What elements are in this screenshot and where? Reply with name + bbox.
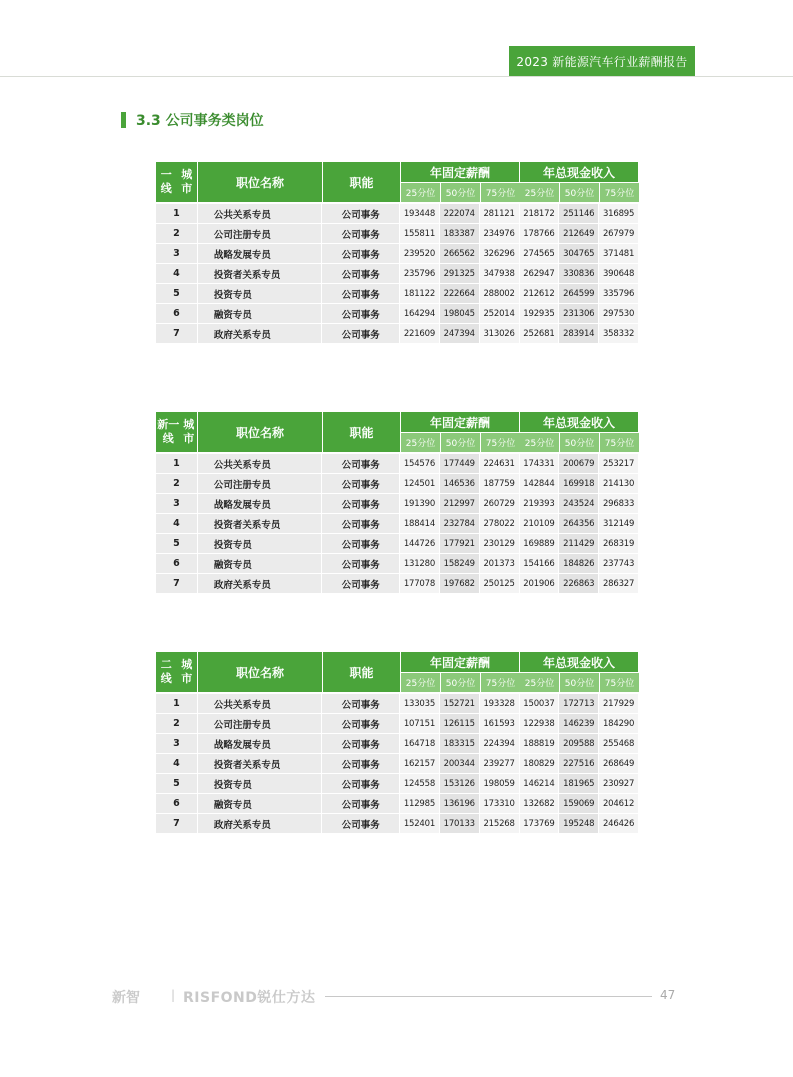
row-index: 5 — [156, 534, 197, 553]
function-name: 公司事务 — [322, 224, 399, 243]
salary-cell-f25: 112985 — [400, 794, 439, 813]
salary-cell-t50: 146239 — [559, 714, 598, 733]
salary-table — [156, 652, 638, 834]
salary-cell-t50: 264356 — [559, 514, 598, 533]
salary-cell-f50: 232784 — [440, 514, 479, 533]
salary-cell-f75: 234976 — [480, 224, 519, 243]
position-name: 政府关系专员 — [198, 574, 322, 593]
report-title: 2023 新能源汽车行业薪酬报告 — [516, 54, 688, 69]
row-index: 3 — [156, 244, 197, 263]
salary-cell-f50: 222074 — [440, 204, 479, 223]
row-index: 3 — [156, 734, 197, 753]
table-row — [156, 694, 638, 713]
row-index: 7 — [156, 814, 197, 833]
salary-cell-f75: 193328 — [480, 694, 519, 713]
table-row — [156, 774, 638, 793]
row-index: 6 — [156, 794, 197, 813]
salary-cell-f75: 260729 — [480, 494, 519, 513]
salary-cell-f25: 152401 — [400, 814, 439, 833]
salary-cell-f25: 239520 — [400, 244, 439, 263]
table-header — [156, 162, 638, 202]
footer-rule — [325, 996, 652, 997]
salary-cell-f25: 235796 — [400, 264, 439, 283]
header-percentile-p50: 50分位 — [560, 673, 599, 692]
row-index: 1 — [156, 204, 197, 223]
salary-cell-f25: 191390 — [400, 494, 439, 513]
header-percentile-p50: 50分位 — [560, 433, 599, 452]
salary-cell-t25: 252681 — [520, 324, 559, 343]
header-percentile-p50: 50分位 — [441, 673, 480, 692]
salary-cell-f50: 146536 — [440, 474, 479, 493]
position-name: 政府关系专员 — [198, 324, 322, 343]
position-name: 公司注册专员 — [198, 224, 322, 243]
salary-cell-f75: 187759 — [480, 474, 519, 493]
salary-cell-t50: 184826 — [559, 554, 598, 573]
salary-cell-t75: 267979 — [599, 224, 638, 243]
position-name: 投资专员 — [198, 284, 322, 303]
salary-cell-t50: 211429 — [559, 534, 598, 553]
salary-cell-t50: 181965 — [559, 774, 598, 793]
city-tier-line2: 城市 — [183, 418, 195, 445]
position-name: 战略发展专员 — [198, 494, 322, 513]
function-name: 公司事务 — [322, 204, 399, 223]
salary-cell-t50: 226863 — [559, 574, 598, 593]
salary-cell-f25: 164294 — [400, 304, 439, 323]
salary-cell-t75: 253217 — [599, 454, 638, 473]
position-name: 战略发展专员 — [198, 734, 322, 753]
salary-cell-t50: 227516 — [559, 754, 598, 773]
row-index: 3 — [156, 494, 197, 513]
salary-cell-t75: 268319 — [599, 534, 638, 553]
salary-cell-f50: 136196 — [440, 794, 479, 813]
table-body — [156, 454, 638, 593]
header-percentile-p75: 75分位 — [481, 183, 520, 202]
city-tier-line1: 一线 — [160, 168, 172, 195]
row-index: 4 — [156, 514, 197, 533]
row-index: 7 — [156, 324, 197, 343]
header-percentile-p50: 50分位 — [560, 183, 599, 202]
salary-cell-t75: 358332 — [599, 324, 638, 343]
row-index: 5 — [156, 284, 197, 303]
salary-cell-f25: 133035 — [400, 694, 439, 713]
salary-cell-f75: 326296 — [480, 244, 519, 263]
header-fixed-salary: 年固定薪酬 — [401, 412, 519, 432]
position-name: 投资专员 — [198, 534, 322, 553]
salary-cell-t25: 169889 — [520, 534, 559, 553]
function-name: 公司事务 — [322, 814, 399, 833]
salary-cell-f50: 170133 — [440, 814, 479, 833]
salary-cell-t75: 230927 — [599, 774, 638, 793]
salary-cell-f50: 183315 — [440, 734, 479, 753]
salary-cell-t25: 142844 — [520, 474, 559, 493]
salary-cell-f25: 221609 — [400, 324, 439, 343]
salary-cell-f75: 224394 — [480, 734, 519, 753]
function-name: 公司事务 — [322, 264, 399, 283]
salary-cell-f25: 177078 — [400, 574, 439, 593]
salary-cell-t25: 274565 — [520, 244, 559, 263]
section-marker — [121, 112, 126, 128]
report-title-tab — [509, 46, 695, 76]
salary-cell-f75: 239277 — [480, 754, 519, 773]
salary-cell-t75: 286327 — [599, 574, 638, 593]
salary-cell-t75: 217929 — [599, 694, 638, 713]
salary-cell-f75: 281121 — [480, 204, 519, 223]
header-percentile-p25: 25分位 — [401, 673, 440, 692]
salary-table — [156, 412, 638, 594]
city-tier-line1: 新一线 — [157, 418, 180, 445]
table-row — [156, 224, 638, 243]
logo-xinzhi: 新智 — [112, 990, 140, 1006]
salary-cell-t50: 283914 — [559, 324, 598, 343]
salary-cell-f25: 193448 — [400, 204, 439, 223]
salary-cell-f25: 162157 — [400, 754, 439, 773]
position-name: 融资专员 — [198, 794, 322, 813]
position-name: 公共关系专员 — [198, 454, 322, 473]
function-name: 公司事务 — [322, 694, 399, 713]
header-percentile-p25: 25分位 — [520, 673, 559, 692]
header-percentile-p25: 25分位 — [401, 183, 440, 202]
header-city-tier — [156, 162, 197, 202]
table-row — [156, 814, 638, 833]
function-name: 公司事务 — [322, 774, 399, 793]
position-name: 战略发展专员 — [198, 244, 322, 263]
header-city-tier — [156, 652, 197, 692]
table-row — [156, 714, 638, 733]
salary-cell-t75: 297530 — [599, 304, 638, 323]
row-index: 4 — [156, 264, 197, 283]
salary-cell-t75: 335796 — [599, 284, 638, 303]
salary-cell-t75: 296833 — [599, 494, 638, 513]
row-index: 5 — [156, 774, 197, 793]
salary-cell-f25: 124501 — [400, 474, 439, 493]
salary-cell-f50: 183387 — [440, 224, 479, 243]
salary-cell-t50: 200679 — [559, 454, 598, 473]
position-name: 融资专员 — [198, 554, 322, 573]
salary-cell-t75: 255468 — [599, 734, 638, 753]
table-header — [156, 412, 638, 452]
salary-cell-t75: 184290 — [599, 714, 638, 733]
salary-cell-f75: 201373 — [480, 554, 519, 573]
salary-cell-t75: 214130 — [599, 474, 638, 493]
salary-cell-t25: 180829 — [520, 754, 559, 773]
salary-cell-t25: 150037 — [520, 694, 559, 713]
header-function: 职能 — [323, 412, 400, 452]
salary-cell-t25: 174331 — [520, 454, 559, 473]
salary-cell-t25: 178766 — [520, 224, 559, 243]
salary-cell-t50: 169918 — [559, 474, 598, 493]
header-rule — [0, 76, 793, 77]
function-name: 公司事务 — [322, 534, 399, 553]
salary-table — [156, 162, 638, 344]
function-name: 公司事务 — [322, 734, 399, 753]
header-position-name: 职位名称 — [198, 162, 322, 202]
position-name: 政府关系专员 — [198, 814, 322, 833]
salary-cell-t50: 212649 — [559, 224, 598, 243]
position-name: 投资者关系专员 — [198, 264, 322, 283]
header-percentile-p25: 25分位 — [520, 183, 559, 202]
salary-cell-t75: 390648 — [599, 264, 638, 283]
header-percentile-p75: 75分位 — [600, 673, 639, 692]
header-position-name: 职位名称 — [198, 412, 322, 452]
salary-cell-f25: 155811 — [400, 224, 439, 243]
salary-cell-f75: 252014 — [480, 304, 519, 323]
salary-cell-t25: 212612 — [520, 284, 559, 303]
table-row — [156, 734, 638, 753]
header-percentile-p75: 75分位 — [481, 673, 520, 692]
salary-cell-f75: 173310 — [480, 794, 519, 813]
salary-cell-t50: 172713 — [559, 694, 598, 713]
table-row — [156, 244, 638, 263]
salary-cell-t25: 219393 — [520, 494, 559, 513]
function-name: 公司事务 — [322, 494, 399, 513]
salary-cell-f75: 278022 — [480, 514, 519, 533]
salary-cell-t25: 262947 — [520, 264, 559, 283]
header-percentile-p50: 50分位 — [441, 183, 480, 202]
salary-cell-f50: 158249 — [440, 554, 479, 573]
function-name: 公司事务 — [322, 284, 399, 303]
salary-cell-f50: 291325 — [440, 264, 479, 283]
logo-separator: | — [171, 988, 176, 1002]
salary-cell-f25: 131280 — [400, 554, 439, 573]
salary-cell-t50: 251146 — [559, 204, 598, 223]
table-row — [156, 324, 638, 343]
header-total-cash: 年总现金收入 — [520, 162, 638, 182]
city-tier-line1: 二线 — [160, 658, 172, 685]
salary-cell-t25: 188819 — [520, 734, 559, 753]
salary-cell-f25: 107151 — [400, 714, 439, 733]
salary-cell-f50: 153126 — [440, 774, 479, 793]
header-percentile-p75: 75分位 — [481, 433, 520, 452]
salary-cell-t25: 146214 — [520, 774, 559, 793]
salary-cell-f75: 224631 — [480, 454, 519, 473]
salary-cell-f25: 144726 — [400, 534, 439, 553]
header-total-cash: 年总现金收入 — [520, 412, 638, 432]
function-name: 公司事务 — [322, 474, 399, 493]
salary-cell-f50: 247394 — [440, 324, 479, 343]
header-percentile-p50: 50分位 — [441, 433, 480, 452]
position-name: 公司注册专员 — [198, 714, 322, 733]
salary-cell-t50: 231306 — [559, 304, 598, 323]
table-row — [156, 574, 638, 593]
salary-cell-t50: 195248 — [559, 814, 598, 833]
salary-cell-t25: 210109 — [520, 514, 559, 533]
position-name: 融资专员 — [198, 304, 322, 323]
table-row — [156, 454, 638, 473]
salary-cell-t25: 122938 — [520, 714, 559, 733]
table-row — [156, 754, 638, 773]
header-fixed-salary: 年固定薪酬 — [401, 652, 519, 672]
salary-cell-t25: 154166 — [520, 554, 559, 573]
header-position-name: 职位名称 — [198, 652, 322, 692]
salary-cell-t25: 173769 — [520, 814, 559, 833]
salary-cell-f50: 152721 — [440, 694, 479, 713]
salary-cell-f50: 266562 — [440, 244, 479, 263]
row-index: 2 — [156, 474, 197, 493]
function-name: 公司事务 — [322, 324, 399, 343]
row-index: 4 — [156, 754, 197, 773]
salary-cell-f75: 215268 — [480, 814, 519, 833]
salary-cell-t75: 316895 — [599, 204, 638, 223]
row-index: 6 — [156, 304, 197, 323]
salary-cell-t25: 201906 — [520, 574, 559, 593]
table-row — [156, 284, 638, 303]
header-total-cash: 年总现金收入 — [520, 652, 638, 672]
header-percentile-p75: 75分位 — [600, 183, 639, 202]
salary-cell-t75: 268649 — [599, 754, 638, 773]
salary-cell-f75: 313026 — [480, 324, 519, 343]
salary-cell-f75: 347938 — [480, 264, 519, 283]
salary-cell-t75: 204612 — [599, 794, 638, 813]
salary-cell-f50: 212997 — [440, 494, 479, 513]
header-percentile-p25: 25分位 — [520, 433, 559, 452]
function-name: 公司事务 — [322, 574, 399, 593]
salary-cell-t75: 246426 — [599, 814, 638, 833]
header-function: 职能 — [323, 652, 400, 692]
salary-cell-t50: 330836 — [559, 264, 598, 283]
page-number: 47 — [660, 988, 676, 1002]
salary-cell-t25: 192935 — [520, 304, 559, 323]
salary-cell-f50: 126115 — [440, 714, 479, 733]
row-index: 2 — [156, 714, 197, 733]
salary-cell-t50: 209588 — [559, 734, 598, 753]
row-index: 6 — [156, 554, 197, 573]
position-name: 投资者关系专员 — [198, 754, 322, 773]
salary-cell-f50: 177449 — [440, 454, 479, 473]
salary-cell-f75: 230129 — [480, 534, 519, 553]
position-name: 投资者关系专员 — [198, 514, 322, 533]
salary-cell-f25: 188414 — [400, 514, 439, 533]
table-row — [156, 264, 638, 283]
salary-cell-t75: 312149 — [599, 514, 638, 533]
table-header — [156, 652, 638, 692]
salary-cell-f50: 200344 — [440, 754, 479, 773]
function-name: 公司事务 — [322, 304, 399, 323]
header-city-tier — [156, 412, 197, 452]
table-row — [156, 494, 638, 513]
table-row — [156, 554, 638, 573]
table-row — [156, 474, 638, 493]
salary-cell-f25: 181122 — [400, 284, 439, 303]
logo-risfond: RISFOND锐仕方达 — [183, 990, 316, 1006]
function-name: 公司事务 — [322, 554, 399, 573]
salary-cell-f75: 288002 — [480, 284, 519, 303]
salary-cell-t25: 218172 — [520, 204, 559, 223]
row-index: 1 — [156, 454, 197, 473]
salary-cell-t50: 243524 — [559, 494, 598, 513]
salary-cell-f50: 177921 — [440, 534, 479, 553]
salary-cell-f50: 222664 — [440, 284, 479, 303]
header-percentile-p75: 75分位 — [600, 433, 639, 452]
salary-cell-t75: 371481 — [599, 244, 638, 263]
function-name: 公司事务 — [322, 514, 399, 533]
salary-cell-f50: 198045 — [440, 304, 479, 323]
position-name: 公共关系专员 — [198, 694, 322, 713]
city-tier-line2: 城市 — [181, 658, 193, 685]
salary-cell-t50: 264599 — [559, 284, 598, 303]
header-percentile-p25: 25分位 — [401, 433, 440, 452]
header-fixed-salary: 年固定薪酬 — [401, 162, 519, 182]
salary-cell-f75: 198059 — [480, 774, 519, 793]
function-name: 公司事务 — [322, 714, 399, 733]
salary-cell-t50: 159069 — [559, 794, 598, 813]
row-index: 7 — [156, 574, 197, 593]
salary-cell-t50: 304765 — [559, 244, 598, 263]
table-row — [156, 794, 638, 813]
position-name: 公共关系专员 — [198, 204, 322, 223]
table-row — [156, 304, 638, 323]
salary-cell-t75: 237743 — [599, 554, 638, 573]
salary-cell-f75: 250125 — [480, 574, 519, 593]
table-body — [156, 694, 638, 833]
row-index: 1 — [156, 694, 197, 713]
salary-cell-f50: 197682 — [440, 574, 479, 593]
salary-cell-f25: 154576 — [400, 454, 439, 473]
salary-cell-f75: 161593 — [480, 714, 519, 733]
section-title: 3.3 公司事务类岗位 — [136, 113, 264, 129]
table-row — [156, 534, 638, 553]
function-name: 公司事务 — [322, 794, 399, 813]
salary-cell-f25: 164718 — [400, 734, 439, 753]
table-body — [156, 204, 638, 343]
table-row — [156, 204, 638, 223]
row-index: 2 — [156, 224, 197, 243]
salary-cell-f25: 124558 — [400, 774, 439, 793]
position-name: 投资专员 — [198, 774, 322, 793]
table-row — [156, 514, 638, 533]
header-function: 职能 — [323, 162, 400, 202]
function-name: 公司事务 — [322, 244, 399, 263]
salary-cell-t25: 132682 — [520, 794, 559, 813]
city-tier-line2: 城市 — [181, 168, 193, 195]
function-name: 公司事务 — [322, 754, 399, 773]
position-name: 公司注册专员 — [198, 474, 322, 493]
function-name: 公司事务 — [322, 454, 399, 473]
